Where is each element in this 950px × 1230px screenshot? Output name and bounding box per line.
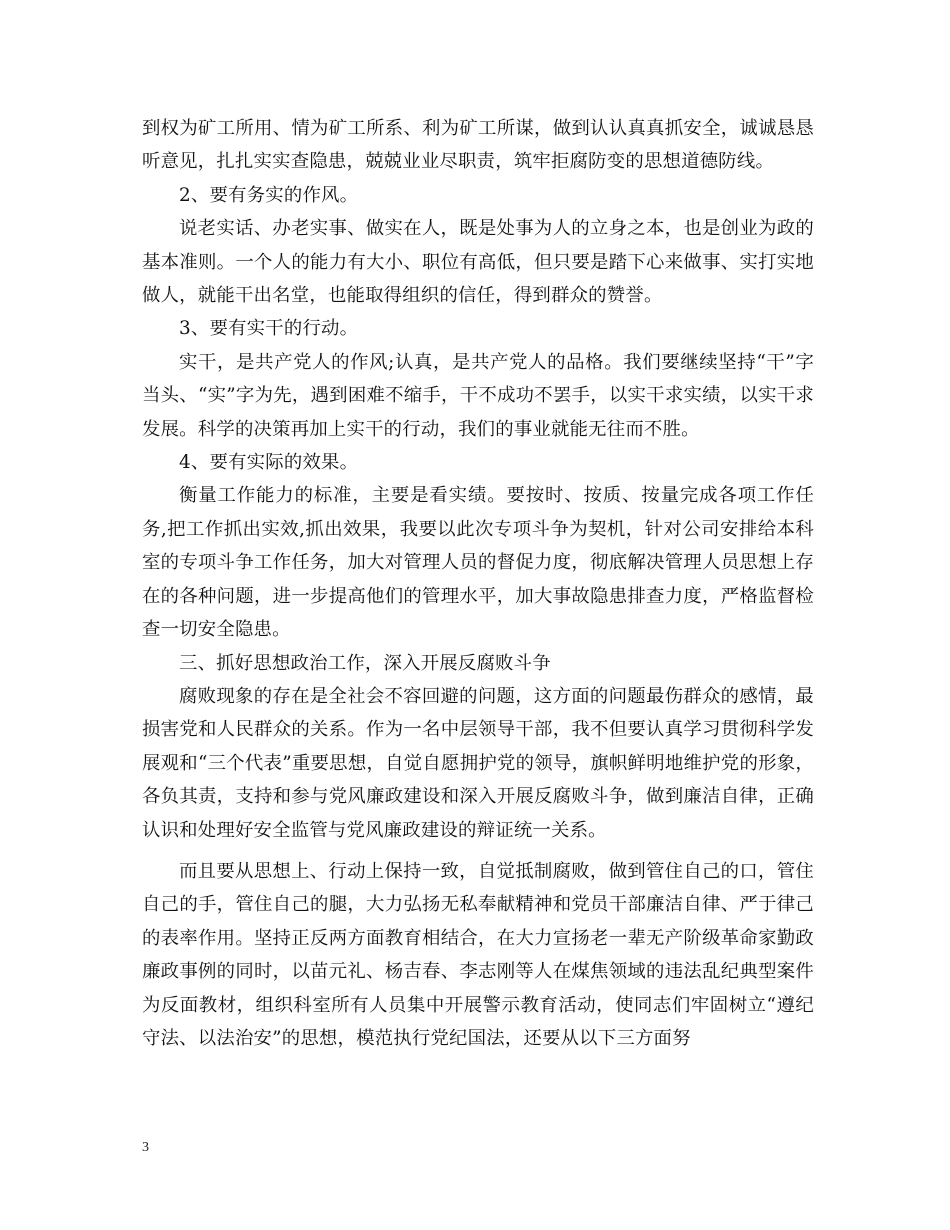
document-body <box>142 112 814 1055</box>
subheading-practical-effect: 4、要有实际的效果。 <box>179 452 359 474</box>
subheading-practical-action: 3、要有实干的行动。 <box>179 318 359 340</box>
paragraph-practical-style: 说老实话、办老实事、做实在人，既是处事为人的立身之本，也是创业为政的基本准则。一个人的能力有大小、职位有高低，但只要是踏下心来做事、实打实地做人，就能干出名堂，也能取得组织的信任，得到群众的赞誉。 <box>142 218 814 307</box>
paragraph-self-discipline: 而且要从思想上、行动上保持一致，自觉抵制腐败，做到管住自己的口，管住自己的手，管住自己的腿，大力弘扬无私奉献精神和党员干部廉洁自律、严于律己的表率作用。坚持正反两方面教育相结合，在大力宣扬老一辈无产阶级革命家勤政廉政事例的同时，以苗元礼、杨吉春、李志刚等人在煤焦领域的违法乱纪典型案件为反面教材，组织科室所有人员集中开展警示教育活动，使同志们牢固树立“遵纪守法、以法治安”的思想，模范执行党纪国法，还要从以下三方面努 <box>142 860 814 1049</box>
paragraph-continuation: 到权为矿工所用、情为矿工所系、利为矿工所谋，做到认认真真抓安全，诚诚恳恳听意见，扎扎实实查隐患，兢兢业业尽职责，筑牢拒腐防变的思想道德防线。 <box>142 118 814 173</box>
paragraph-practical-effect: 衡量工作能力的标准，主要是看实绩。要按时、按质、按量完成各项工作任务,把工作抓出实效,抓出效果，我要以此次专项斗争为契机，针对公司安排给本科室的专项斗争工作任务，加大对管理人员的督促力度，彻底解决管理人员思想上存在的各种问题，进一步提高他们的管理水平，加大事故隐患排查力度，严格监督检查一切安全隐患。 <box>142 485 814 641</box>
subheading-practical-style: 2、要有务实的作风。 <box>179 184 359 206</box>
page-number: 3 <box>142 1140 149 1155</box>
paragraph-corruption-problem: 腐败现象的存在是全社会不容回避的问题，这方面的问题最伤群众的感情，最损害党和人民群众的关系。作为一名中层领导干部，我不但要认真学习贯彻科学发展观和“三个代表”重要思想，自觉自愿拥护党的领导，旗帜鲜明地维护党的形象，各负其责，支持和参与党风廉政建设和深入开展反腐败斗争，做到廉洁自律，正确认识和处理好安全监管与党风廉政建设的辩证统一关系。 <box>142 685 814 841</box>
section-heading-anti-corruption: 三、抓好思想政治工作，深入开展反腐败斗争 <box>179 652 551 674</box>
paragraph-practical-action: 实干，是共产党人的作风;认真，是共产党人的品格。我们要继续坚持“干”字当头、“实”字为先，遇到困难不缩手，干不成功不罢手，以实干求实绩，以实干求发展。科学的决策再加上实干的行动，我们的事业就能无往而不胜。 <box>142 351 814 440</box>
